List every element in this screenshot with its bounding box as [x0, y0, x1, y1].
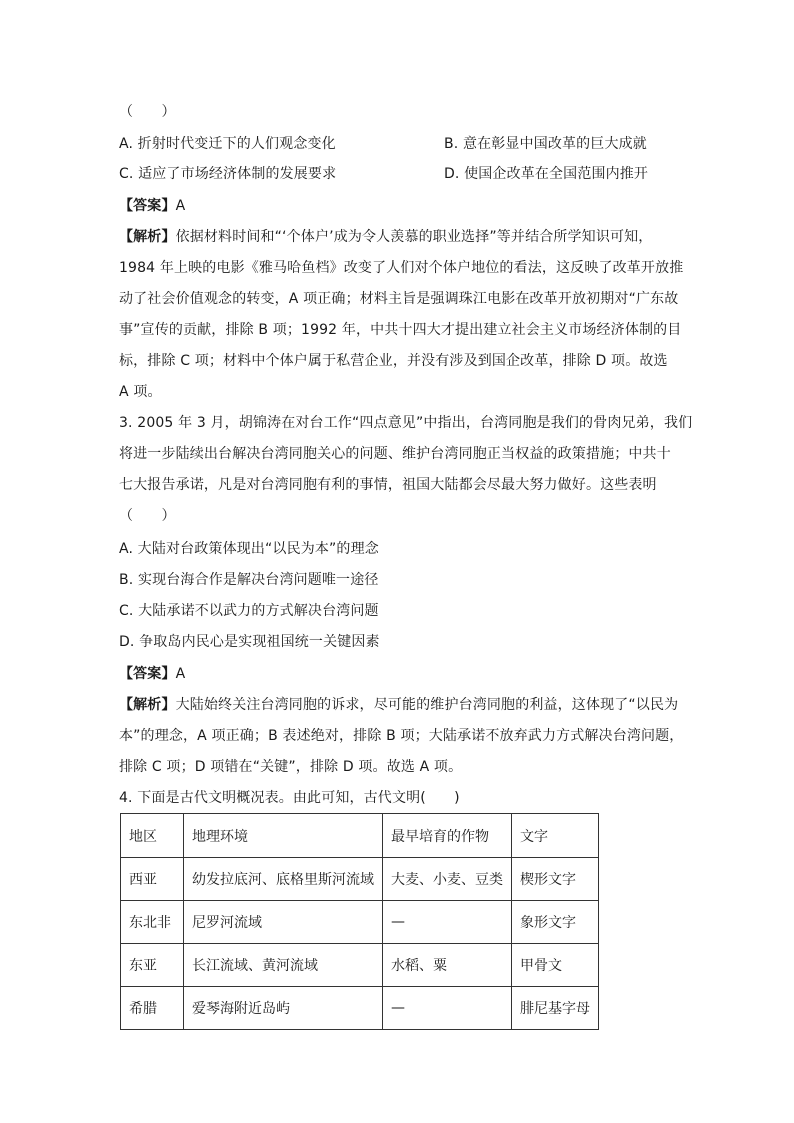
- table-header-row: [121, 814, 599, 858]
- q2-answer-paren: （ ）: [119, 104, 176, 120]
- table-header-cell: 最早培育的作物: [383, 814, 512, 858]
- table-header-cell: 地区: [121, 814, 184, 858]
- table-cell: 水稻、粟: [383, 944, 512, 987]
- table-cell: 东北非: [121, 901, 184, 944]
- q2-option-a: A. 折射时代变迁下的人们观念变化: [119, 136, 336, 152]
- q2-analysis-label: 【解析】: [119, 229, 176, 245]
- q2-analysis-line: 事”宣传的贡献，排除 B 项；1992 年，中共十四大才提出建立社会主义市场经济体制的目: [119, 322, 682, 338]
- q3-stem-line: 七大报告承诺，凡是对台湾同胞有利的事情，祖国大陆都会尽最大努力做好。这些表明: [119, 477, 657, 493]
- table-cell: 尼罗河流域: [184, 901, 383, 944]
- table-cell: 长江流域、黄河流域: [184, 944, 383, 987]
- q3-answer-paren: （ ）: [119, 508, 176, 524]
- table-cell: 象形文字: [512, 901, 599, 944]
- table-cell: 希腊: [121, 987, 184, 1030]
- q2-option-c: C. 适应了市场经济体制的发展要求: [119, 166, 337, 182]
- q2-answer-value: A: [175, 198, 186, 214]
- table-row: [121, 987, 599, 1030]
- q3-analysis-line: 【解析】大陆始终关注台湾同胞的诉求，尽可能的维护台湾同胞的利益，这体现了“以民为: [119, 697, 679, 713]
- q3-option-a: A. 大陆对台政策体现出“以民为本”的理念: [119, 541, 379, 557]
- q2-analysis-line: 1984 年上映的电影《雅马哈鱼档》改变了人们对个体户地位的看法，这反映了改革开放推: [119, 260, 684, 276]
- table-cell: 爱琴海附近岛屿: [184, 987, 383, 1030]
- table-cell: 西亚: [121, 858, 184, 901]
- table-cell: 大麦、小麦、豆类: [383, 858, 512, 901]
- table-row: [121, 901, 599, 944]
- q3-stem-line: 将进一步陆续出台解决台湾同胞关心的问题、维护台湾同胞正当权益的政策措施；中共十: [119, 446, 671, 462]
- q3-analysis-line: 排除 C 项；D 项错在“关键”，排除 D 项。故选 A 项。: [119, 759, 463, 775]
- table-cell: 腓尼基字母: [512, 987, 599, 1030]
- table-cell: 楔形文字: [512, 858, 599, 901]
- q3-option-c: C. 大陆承诺不以武力的方式解决台湾问题: [119, 603, 379, 619]
- table-cell: 幼发拉底河、底格里斯河流域: [184, 858, 383, 901]
- q3-answer-value: A: [175, 666, 186, 682]
- q3-answer: [119, 664, 679, 684]
- q2-answer-label: 【答案】: [119, 198, 176, 214]
- table-header-cell: 地理环境: [184, 814, 383, 858]
- q2-answer: [119, 196, 679, 216]
- q3-analysis-label: 【解析】: [119, 697, 176, 713]
- q2-analysis-line: 标，排除 C 项；材料中个体户属于私营企业，并没有涉及到国企改革，排除 D 项。故选: [119, 353, 668, 369]
- q2-option-d: D. 使国企改革在全国范围内推开: [444, 166, 649, 182]
- q3-option-b: B. 实现台海合作是解决台湾问题唯一途径: [119, 572, 379, 588]
- q3-stem-line: 3. 2005 年 3 月，胡锦涛在对台工作“四点意见”中指出，台湾同胞是我们的骨肉兄弟，我们: [119, 415, 693, 431]
- q2-option-b: B. 意在彰显中国改革的巨大成就: [444, 136, 647, 152]
- table-header-cell: 文字: [512, 814, 599, 858]
- q3-answer-label: 【答案】: [119, 666, 176, 682]
- civilization-table: [120, 813, 599, 1030]
- q2-analysis-line: A 项。: [119, 384, 162, 400]
- q2-analysis-line: 动了社会价值观念的转变，A 项正确；材料主旨是强调珠江电影在改革开放初期对“广东故: [119, 291, 679, 307]
- q4-stem: 4. 下面是古代文明概况表。由此可知，古代文明( ): [119, 790, 460, 806]
- table-row: [121, 858, 599, 901]
- table-cell: —: [383, 987, 512, 1030]
- q3-analysis-line: 本”的理念，A 项正确；B 表述绝对，排除 B 项；大陆承诺不放弃武力方式解决台湾问题，: [119, 728, 684, 744]
- table-row: [121, 944, 599, 987]
- q3-option-d: D. 争取岛内民心是实现祖国统一关键因素: [119, 634, 380, 650]
- table-cell: —: [383, 901, 512, 944]
- table-cell: 甲骨文: [512, 944, 599, 987]
- table-cell: 东亚: [121, 944, 184, 987]
- q2-analysis-line: 【解析】依据材料时间和“‘个体户’成为令人羡慕的职业选择”等并结合所学知识可知，: [119, 229, 653, 245]
